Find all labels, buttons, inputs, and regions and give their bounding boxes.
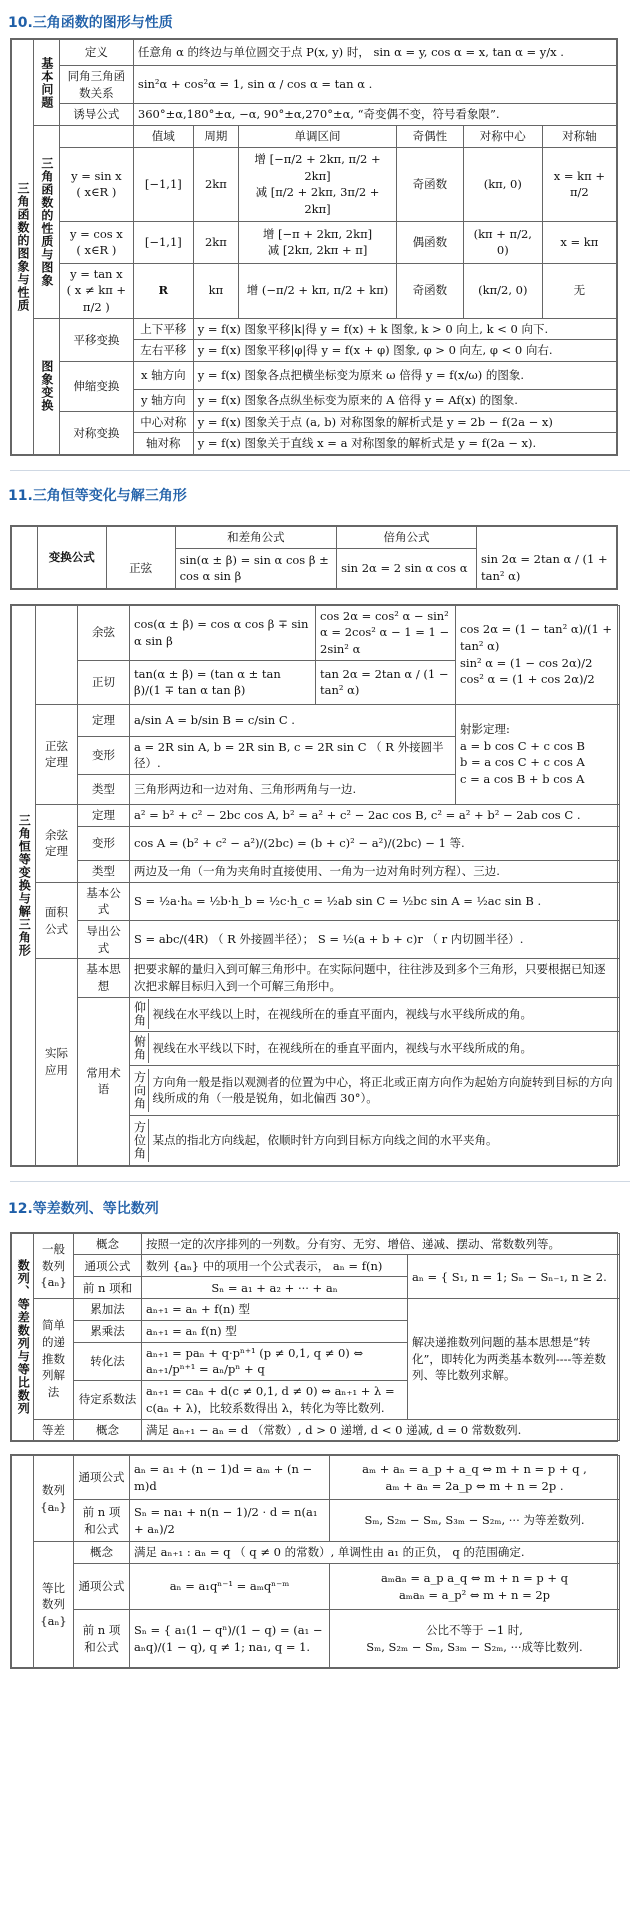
func-axis: x = kπ bbox=[542, 221, 616, 263]
blank-cell bbox=[477, 527, 617, 549]
col-header: 和差角公式 bbox=[175, 527, 336, 549]
row-label: 定义 bbox=[59, 40, 133, 66]
col-header: 对称中心 bbox=[463, 126, 542, 148]
trans-sub: x 轴方向 bbox=[133, 362, 193, 390]
side-cell bbox=[330, 1610, 620, 1668]
side-content: 解决递推数列问题的基本思想是“转化”，即转化为两类基本数列----等差数列、等比数列求解。 bbox=[408, 1299, 620, 1419]
side-line: aₘ + aₙ = a_p + a_q ⇔ m + n = p + q , bbox=[362, 1462, 587, 1476]
func-range: [−1,1] bbox=[133, 221, 193, 263]
trans-sub: y 轴方向 bbox=[133, 390, 193, 412]
mono-dec: 减 [π/2 + 2kπ, 3π/2 + 2kπ] bbox=[255, 185, 380, 216]
proj-cell bbox=[456, 704, 620, 804]
row-content: 满足 aₙ₊₁ : aₙ = q （ q ≠ 0 的常数）, 单调性由 a₁ 的正负， q 的范围确定. bbox=[130, 1542, 620, 1564]
row-label: 常用术语 bbox=[78, 997, 130, 1165]
row-content: Sₙ = a₁ + a₂ + ··· + aₙ bbox=[142, 1277, 408, 1299]
row-label: 正切 bbox=[78, 660, 130, 704]
group-label: 等比数列 {aₙ} bbox=[34, 1542, 74, 1668]
trans-sub: 中心对称 bbox=[133, 411, 193, 433]
proj-formula: c = a cos B + b cos A bbox=[460, 772, 585, 787]
row-label: 变形 bbox=[78, 736, 130, 774]
term-content: 方向角一般是指以观测者的位置为中心，将正北或正南方向作为起始方向旋转到目标的方向线所成的角（一般是锐角，如北偏西 30°）。 bbox=[152, 1074, 613, 1106]
func-mono-cell bbox=[239, 147, 397, 221]
section-title: 12.等差数列、等比数列 bbox=[8, 1200, 159, 1217]
blank-cell bbox=[12, 527, 38, 589]
row-label: 诱导公式 bbox=[59, 104, 133, 126]
func-domain: ( x∈R ) bbox=[76, 185, 117, 200]
side-cell bbox=[330, 1500, 620, 1542]
outer-label: 三角函数的图象与性质 bbox=[12, 40, 34, 455]
section-title: 10.三角函数的图形与性质 bbox=[8, 15, 173, 31]
header-blank bbox=[59, 126, 133, 148]
outer-label: 数列、等差数列与等比数列 bbox=[12, 1233, 34, 1440]
row-content: 三角形两边和一边对角、三角形两角与一边. bbox=[130, 775, 456, 805]
row-label: 累加法 bbox=[74, 1299, 142, 1321]
table-trig-identities bbox=[10, 604, 618, 1167]
row-label: 余弦 bbox=[78, 605, 130, 660]
trans-content: y = f(x) 图象平移|k|得 y = f(x) + k 图象, k > 0 向上, k < 0 向下. bbox=[193, 318, 616, 340]
double-formula: tan 2α = 2tan α / (1 − tan² α) bbox=[316, 660, 456, 704]
row-content: 360°±α,180°±α, −α, 90°±α,270°±α, “奇变偶不变，符号看象限”. bbox=[133, 104, 616, 126]
trans-group: 对称变换 bbox=[59, 411, 133, 454]
row-content: aₙ₊₁ = paₙ + q·pⁿ⁺¹ (p ≠ 0,1, q ≠ 0) ⇔ aₙ₊₁/pⁿ⁺¹ = aₙ/pⁿ + q bbox=[142, 1342, 408, 1380]
trans-content: y = f(x) 图象各点把横坐标变为原来 ω 倍得 y = f(x/ω) 的图象. bbox=[193, 362, 616, 390]
trans-content: y = f(x) 图象平移|φ|得 y = f(x + φ) 图象, φ > 0 向左, φ < 0 向右. bbox=[193, 340, 616, 362]
func-parity: 奇函数 bbox=[396, 263, 463, 318]
trans-group: 伸缩变换 bbox=[59, 362, 133, 412]
row-content: aₙ₊₁ = caₙ + d(c ≠ 0,1, d ≠ 0) ⇔ aₙ₊₁ + λ = c(aₙ + λ)，比较系数得出 λ，转化为等比数列. bbox=[142, 1381, 408, 1419]
group-label: 变换公式 bbox=[37, 527, 106, 589]
func-axis: 无 bbox=[542, 263, 616, 318]
col-header: 对称轴 bbox=[542, 126, 616, 148]
double-formula: cos 2α = cos² α − sin² α = 2cos² α − 1 = 1 − 2sin² α bbox=[316, 605, 456, 660]
section-10 bbox=[0, 0, 640, 471]
func-range: R bbox=[133, 263, 193, 318]
trans-content: y = f(x) 图象关于直线 x = a 对称图象的解析式是 y = f(2a − x). bbox=[193, 433, 616, 455]
sum-formula: sin(α ± β) = sin α cos β ± cos α sin β bbox=[175, 548, 336, 588]
col-header: 单调区间 bbox=[239, 126, 397, 148]
func-name-cell bbox=[59, 147, 133, 221]
sum-formula: tan(α ± β) = (tan α ± tan β)/(1 ∓ tan α tan β) bbox=[130, 660, 316, 704]
side-line: aₘ + aₙ = 2a_p ⇔ m + n = 2p . bbox=[385, 1478, 564, 1493]
term-row bbox=[130, 1065, 620, 1115]
trans-content: y = f(x) 图象关于点 (a, b) 对称图象的解析式是 y = 2b − f(2a − x) bbox=[193, 411, 616, 433]
row-label: 前 n 项和公式 bbox=[74, 1500, 130, 1542]
term-name: 俯角 bbox=[130, 1033, 148, 1063]
trans-group: 平移变换 bbox=[59, 318, 133, 361]
term-content: 某点的指北方向线起，依顺时针方向到目标方向线之间的水平夹角。 bbox=[152, 1132, 498, 1147]
row-label: 定理 bbox=[78, 704, 130, 736]
group-label: 正弦定理 bbox=[36, 704, 78, 804]
blank-cell bbox=[12, 1456, 34, 1668]
group-label: 三角函数的性质与图象 bbox=[33, 126, 59, 319]
trans-content: y = f(x) 图象各点纵坐标变为原来的 A 倍得 y = Af(x) 的图象. bbox=[193, 390, 616, 412]
term-content: 视线在水平线以上时，在视线所在的垂直平面内，视线与水平线所成的角。 bbox=[152, 1006, 532, 1021]
proj-formula: a = b cos C + c cos B bbox=[460, 738, 585, 753]
sum-formula: cos(α ± β) = cos α cos β ∓ sin α sin β bbox=[130, 605, 316, 660]
row-label: 前 n 项和公式 bbox=[74, 1610, 130, 1668]
row-content: a² = b² + c² − 2bc cos A, b² = a² + c² − 2ac cos B, c² = a² + b² − 2ab cos C . bbox=[130, 805, 620, 827]
extra-formula: cos² α = (1 + cos 2α)/2 bbox=[460, 672, 595, 687]
trans-sub: 左右平移 bbox=[133, 340, 193, 362]
row-content: a = 2R sin A, b = 2R sin B, c = 2R sin C （ R 外接圆半径）. bbox=[130, 736, 456, 774]
extra-formula: sin² α = (1 − cos 2α)/2 bbox=[460, 655, 593, 670]
table-sequences bbox=[10, 1232, 618, 1442]
section-title: 11.三角恒等变化与解三角形 bbox=[8, 488, 187, 505]
row-label: 变形 bbox=[78, 827, 130, 861]
row-label: 通项公式 bbox=[74, 1564, 130, 1610]
row-label: 基本思想 bbox=[78, 959, 130, 997]
row-content: a/sin A = b/sin B = c/sin C . bbox=[130, 704, 456, 736]
side-line: 公比不等于 −1 时, bbox=[426, 1623, 523, 1637]
func-center: (kπ/2, 0) bbox=[463, 263, 542, 318]
row-content: 满足 aₙ₊₁ − aₙ = d （常数）, d > 0 递增, d < 0 递减, d = 0 常数数列. bbox=[142, 1419, 620, 1441]
col-header: 倍角公式 bbox=[337, 527, 477, 549]
mono-inc: 增 (−π/2 + kπ, π/2 + kπ) bbox=[246, 283, 389, 298]
row-label: 累乘法 bbox=[74, 1321, 142, 1343]
extra-formula: cos 2α = (1 − tan² α)/(1 + tan² α) bbox=[460, 622, 613, 654]
row-label: 类型 bbox=[78, 775, 130, 805]
func-name: y = cos x bbox=[69, 226, 123, 241]
outer-label: 三角恒等变换与解三角形 bbox=[12, 605, 36, 1165]
group-label: 一般数列 {aₙ} bbox=[34, 1233, 74, 1299]
row-content: aₙ₊₁ = aₙ + f(n) 型 bbox=[142, 1299, 408, 1321]
func-name: y = sin x bbox=[71, 168, 122, 183]
col-header: 奇偶性 bbox=[396, 126, 463, 148]
row-content: 两边及一角（一角为夹角时直接使用、一角为一边对角时列方程）、三边. bbox=[130, 861, 620, 883]
func-name: y = tan x bbox=[70, 266, 123, 281]
proj-formula: b = a cos C + c cos A bbox=[460, 755, 585, 770]
term-row bbox=[130, 1115, 620, 1165]
func-name-cell bbox=[59, 263, 133, 318]
func-center: (kπ + π/2, 0) bbox=[463, 221, 542, 263]
row-label: 概念 bbox=[74, 1542, 130, 1564]
mono-inc: 增 [−π + 2kπ, 2kπ] bbox=[262, 226, 373, 241]
row-content: aₙ = a₁ + (n − 1)d = aₘ + (n − m)d bbox=[130, 1456, 330, 1500]
func-name-cell bbox=[59, 221, 133, 263]
func-domain: ( x ≠ kπ + π/2 ) bbox=[66, 283, 127, 315]
proj-title: 射影定理: bbox=[460, 722, 510, 737]
trans-sub: 轴对称 bbox=[133, 433, 193, 455]
term-name: 方向角 bbox=[130, 1069, 148, 1112]
row-content: S = ½a·hₐ = ½b·h_b = ½c·h_c = ½ab sin C = ½bc sin A = ½ac sin B . bbox=[130, 882, 620, 920]
row-label: 导出公式 bbox=[78, 921, 130, 959]
row-content: 把要求解的量归入到可解三角形中。在实际问题中，往往涉及到多个三角形，只要根据已知逐次把求解目标归入到一个可解三角形中。 bbox=[130, 959, 620, 997]
func-axis: x = kπ + π/2 bbox=[542, 147, 616, 221]
side-line: aₘaₙ = a_p² ⇔ m + n = 2p bbox=[398, 1587, 551, 1602]
row-content: aₙ₊₁ = aₙ f(n) 型 bbox=[142, 1321, 408, 1343]
mono-dec: 减 [2kπ, 2kπ + π] bbox=[267, 243, 368, 258]
row-label: 类型 bbox=[78, 861, 130, 883]
func-parity: 奇函数 bbox=[396, 147, 463, 221]
side-cell bbox=[330, 1564, 620, 1610]
group-label: 图象变换 bbox=[33, 318, 59, 454]
func-period: kπ bbox=[193, 263, 238, 318]
group-label: 面积公式 bbox=[36, 882, 78, 959]
row-content: cos A = (b² + c² − a²)/(2bc) = (b + c)² − a²)/(2bc) − 1 等. bbox=[130, 827, 620, 861]
double-formula: sin 2α = 2 sin α cos α bbox=[337, 548, 477, 588]
term-content: 视线在水平线以下时，在视线所在的垂直平面内，视线与水平线所成的角。 bbox=[152, 1040, 532, 1055]
row-label: 正弦 bbox=[106, 548, 175, 588]
group-label: 余弦定理 bbox=[36, 805, 78, 883]
term-row bbox=[130, 1031, 620, 1065]
side-line: Sₘ, S₂ₘ − Sₘ, S₃ₘ − S₂ₘ, ··· 为等差数列. bbox=[364, 1513, 585, 1528]
term-name: 仰角 bbox=[130, 999, 148, 1029]
row-label: 定理 bbox=[78, 805, 130, 827]
term-name: 方位角 bbox=[130, 1119, 148, 1162]
row-label: 概念 bbox=[74, 1233, 142, 1255]
func-period: 2kπ bbox=[193, 147, 238, 221]
table-ap-gp bbox=[10, 1454, 618, 1669]
row-label: 转化法 bbox=[74, 1342, 142, 1380]
side-line: Sₘ, S₂ₘ − Sₘ, S₃ₘ − S₂ₘ, ···成等比数列. bbox=[366, 1639, 583, 1654]
row-label: 概念 bbox=[74, 1419, 142, 1441]
blank-cell bbox=[36, 605, 78, 704]
row-label: 同角三角函数关系 bbox=[59, 66, 133, 104]
row-content: S = abc/(4R) （ R 外接圆半径）； S = ½(a + b + c)r （ r 内切圆半径）. bbox=[130, 921, 620, 959]
row-content: sin²α + cos²α = 1, sin α / cos α = tan α . bbox=[133, 66, 616, 104]
side-cell bbox=[330, 1456, 620, 1500]
col-header: 周期 bbox=[193, 126, 238, 148]
row-label: 通项公式 bbox=[74, 1255, 142, 1277]
group-label: 基本问题 bbox=[33, 40, 59, 126]
row-label: 通项公式 bbox=[74, 1456, 130, 1500]
func-mono-cell bbox=[239, 263, 397, 318]
row-label: 待定系数法 bbox=[74, 1381, 142, 1419]
mono-inc: 增 [−π/2 + 2kπ, π/2 + 2kπ] bbox=[254, 151, 381, 183]
section-11 bbox=[0, 471, 640, 1182]
extra-formula: sin 2α = 2tan α / (1 + tan² α) bbox=[477, 548, 617, 588]
row-content: 数列 {aₙ} 中的项用一个公式表示， aₙ = f(n) bbox=[142, 1255, 408, 1277]
group-label: 实际应用 bbox=[36, 959, 78, 1165]
col-header: 值域 bbox=[133, 126, 193, 148]
row-content: 任意角 α 的终边与单位圆交于点 P(x, y) 时， sin α = y, cos α = x, tan α = y/x . bbox=[133, 40, 616, 66]
func-period: 2kπ bbox=[193, 221, 238, 263]
extra-cell bbox=[456, 605, 620, 704]
row-content: Sₙ = { a₁(1 − qⁿ)/(1 − q) = (a₁ − aₙq)/(1 − q), q ≠ 1; na₁, q = 1. bbox=[130, 1610, 330, 1668]
term-row bbox=[130, 997, 620, 1031]
table-transform-top bbox=[10, 525, 618, 590]
row-content: 按照一定的次序排列的一列数。分有穷、无穷、增倍、递减、摆动、常数数列等。 bbox=[142, 1233, 620, 1255]
func-center: (kπ, 0) bbox=[463, 147, 542, 221]
row-label: 前 n 项和 bbox=[74, 1277, 142, 1299]
func-domain: ( x∈R ) bbox=[76, 243, 117, 258]
row-label: 基本公式 bbox=[78, 882, 130, 920]
func-range: [−1,1] bbox=[133, 147, 193, 221]
section-12 bbox=[0, 1182, 640, 1669]
side-content: aₙ = { S₁, n = 1; Sₙ − Sₙ₋₁, n ≥ 2. bbox=[408, 1255, 620, 1299]
group-label: 等差 bbox=[34, 1419, 74, 1441]
func-parity: 偶函数 bbox=[396, 221, 463, 263]
row-content: aₙ = a₁qⁿ⁻¹ = aₘqⁿ⁻ᵐ bbox=[130, 1564, 330, 1610]
row-content: Sₙ = na₁ + n(n − 1)/2 · d = n(a₁ + aₙ)/2 bbox=[130, 1500, 330, 1542]
side-line: aₘaₙ = a_p a_q ⇔ m + n = p + q bbox=[380, 1571, 569, 1585]
func-mono-cell bbox=[239, 221, 397, 263]
group-label: 数列 {aₙ} bbox=[34, 1456, 74, 1542]
table-trig-functions bbox=[10, 38, 618, 456]
trans-sub: 上下平移 bbox=[133, 318, 193, 340]
blank-cell bbox=[106, 527, 175, 549]
group-label: 简单的递推数列解法 bbox=[34, 1299, 74, 1419]
